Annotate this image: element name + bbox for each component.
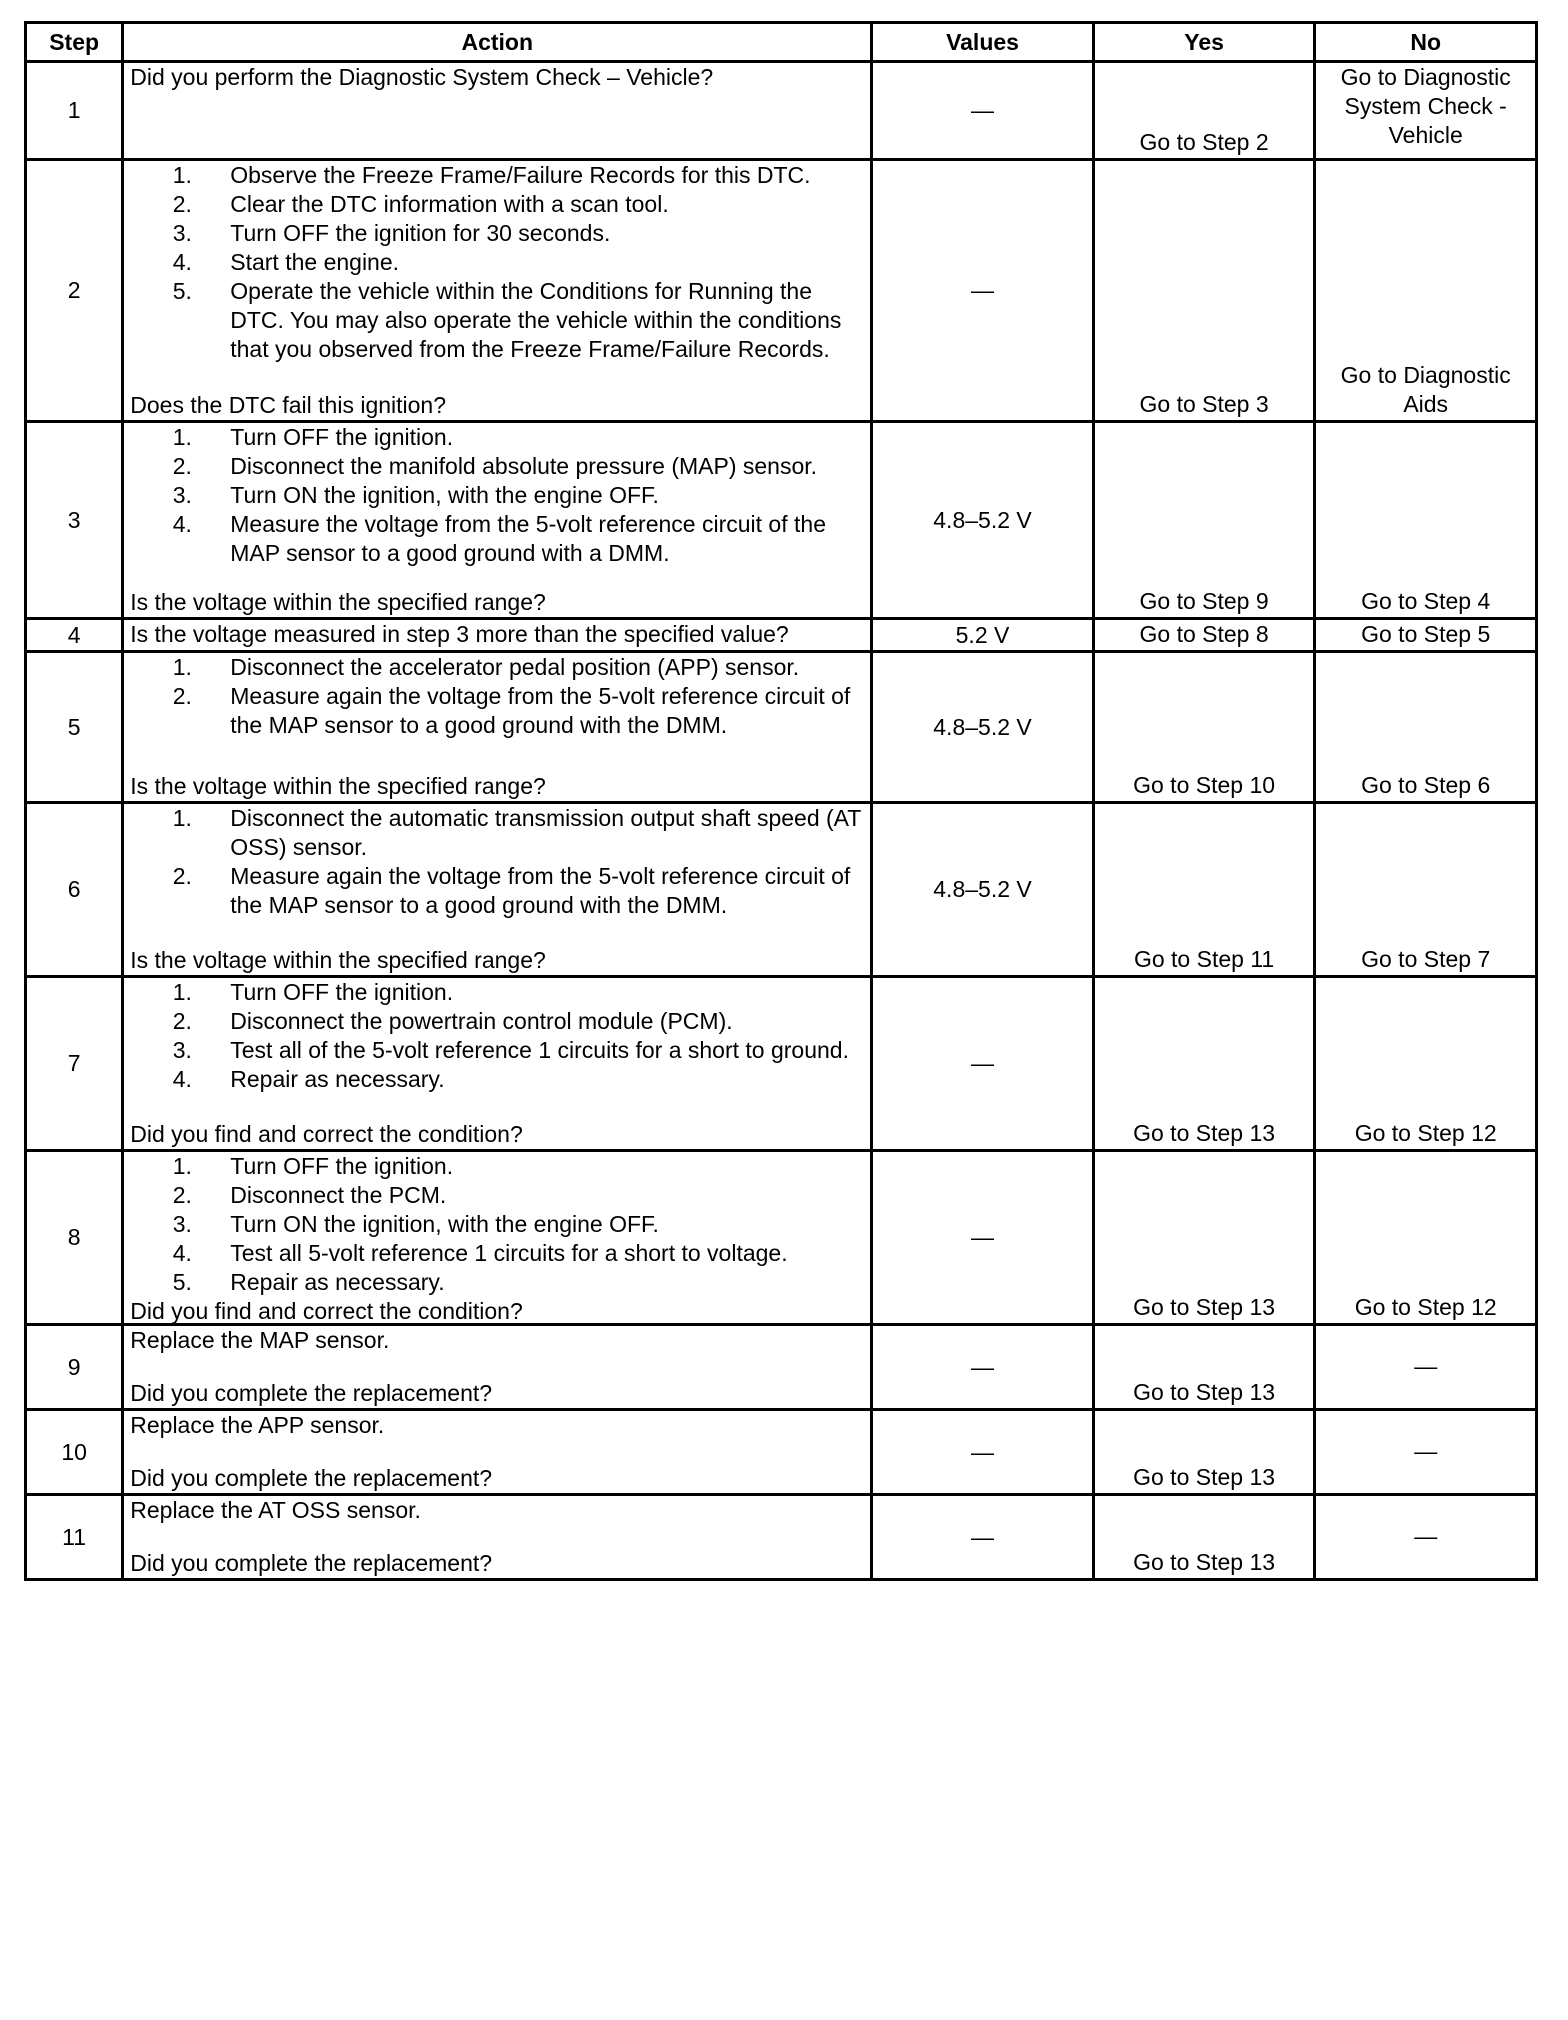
diagnostic-table — [24, 21, 1538, 1581]
action-question: Is the voltage within the specified range? — [130, 589, 546, 615]
values-cell: — — [872, 62, 1094, 160]
header-values: Values — [872, 23, 1094, 62]
action-step-item: 2. Measure again the voltage from the 5-volt reference circuit of the MAP sensor to a good ground with the DMM. — [230, 682, 862, 740]
no-cell: Go to Step 12 — [1315, 1151, 1537, 1325]
values-cell: — — [872, 160, 1094, 422]
step-number: 9 — [26, 1325, 123, 1410]
action-steps-list — [130, 804, 862, 920]
values-cell: 4.8–5.2 V — [872, 422, 1094, 619]
action-step-item: 2. Disconnect the manifold absolute pressure (MAP) sensor. — [230, 452, 862, 481]
step-number: 4 — [26, 619, 123, 652]
step-number: 11 — [26, 1495, 123, 1580]
action-question: Is the voltage within the specified range? — [130, 947, 546, 973]
action-cell — [123, 977, 872, 1151]
header-yes: Yes — [1093, 23, 1315, 62]
yes-cell: Go to Step 2 — [1093, 62, 1315, 160]
action-step-item: 1. Turn OFF the ignition. — [230, 1152, 862, 1181]
no-cell: — — [1315, 1325, 1537, 1410]
action-step-item: 1. Observe the Freeze Frame/Failure Records for this DTC. — [230, 161, 862, 190]
table-row — [26, 652, 1537, 803]
action-question: Does the DTC fail this ignition? — [130, 392, 447, 418]
action-question: Is the voltage within the specified range? — [130, 773, 546, 799]
action-step-item: 4. Start the engine. — [230, 248, 862, 277]
action-steps-list — [130, 653, 862, 740]
action-cell — [123, 62, 872, 160]
action-text: Replace the MAP sensor. — [130, 1327, 390, 1353]
yes-cell: Go to Step 13 — [1093, 1410, 1315, 1495]
table-row — [26, 1410, 1537, 1495]
values-cell: — — [872, 1325, 1094, 1410]
action-question: Did you complete the replacement? — [130, 1550, 493, 1576]
step-number: 8 — [26, 1151, 123, 1325]
values-cell: — — [872, 1151, 1094, 1325]
values-cell: — — [872, 977, 1094, 1151]
step-number: 2 — [26, 160, 123, 422]
action-step-item: 1. Disconnect the automatic transmission output shaft speed (AT OSS) sensor. — [230, 804, 862, 862]
action-step-item: 2. Disconnect the powertrain control module (PCM). — [230, 1007, 862, 1036]
step-number: 3 — [26, 422, 123, 619]
yes-cell: Go to Step 13 — [1093, 1325, 1315, 1410]
action-cell — [123, 422, 872, 619]
action-step-item: 4. Repair as necessary. — [230, 1065, 862, 1094]
yes-cell: Go to Step 10 — [1093, 652, 1315, 803]
action-question: Did you find and correct the condition? — [130, 1298, 523, 1324]
no-cell: Go to Step 5 — [1315, 619, 1537, 652]
action-question: Did you complete the replacement? — [130, 1465, 493, 1491]
action-step-item: 3. Test all of the 5-volt reference 1 circuits for a short to ground. — [230, 1036, 862, 1065]
step-number: 5 — [26, 652, 123, 803]
action-step-item: 2. Disconnect the PCM. — [230, 1181, 862, 1210]
step-number: 10 — [26, 1410, 123, 1495]
yes-cell: Go to Step 13 — [1093, 977, 1315, 1151]
yes-cell: Go to Step 11 — [1093, 803, 1315, 977]
yes-cell: Go to Step 13 — [1093, 1151, 1315, 1325]
action-step-item: 3. Turn OFF the ignition for 30 seconds. — [230, 219, 862, 248]
action-text: Replace the APP sensor. — [130, 1412, 385, 1438]
no-cell: Go to Step 6 — [1315, 652, 1537, 803]
no-cell: Go to Diagnostic Aids — [1315, 160, 1537, 422]
action-cell — [123, 1325, 872, 1410]
action-text: Replace the AT OSS sensor. — [130, 1497, 421, 1523]
no-cell: — — [1315, 1495, 1537, 1580]
step-number: 6 — [26, 803, 123, 977]
action-cell — [123, 1410, 872, 1495]
table-row — [26, 1151, 1537, 1325]
table-row — [26, 977, 1537, 1151]
action-cell — [123, 652, 872, 803]
action-cell — [123, 160, 872, 422]
table-row — [26, 62, 1537, 160]
values-cell: — — [872, 1495, 1094, 1580]
no-cell: Go to Step 7 — [1315, 803, 1537, 977]
values-cell: 4.8–5.2 V — [872, 652, 1094, 803]
table-row — [26, 422, 1537, 619]
action-step-item: 1. Turn OFF the ignition. — [230, 423, 862, 452]
header-action: Action — [123, 23, 872, 62]
action-step-item: 4. Measure the voltage from the 5-volt reference circuit of the MAP sensor to a good ground with a DMM. — [230, 510, 862, 568]
header-row — [26, 23, 1537, 62]
action-step-item: 1. Turn OFF the ignition. — [230, 978, 862, 1007]
table-row — [26, 1495, 1537, 1580]
yes-cell: Go to Step 3 — [1093, 160, 1315, 422]
yes-cell: Go to Step 9 — [1093, 422, 1315, 619]
table-row — [26, 803, 1537, 977]
action-step-item: 4. Test all 5-volt reference 1 circuits for a short to voltage. — [230, 1239, 862, 1268]
step-number: 7 — [26, 977, 123, 1151]
action-step-item: 2. Clear the DTC information with a scan tool. — [230, 190, 862, 219]
yes-cell: Go to Step 13 — [1093, 1495, 1315, 1580]
values-cell: 5.2 V — [872, 619, 1094, 652]
action-text: Is the voltage measured in step 3 more than the specified value? — [130, 621, 789, 647]
action-steps-list — [130, 978, 862, 1094]
action-cell — [123, 803, 872, 977]
action-step-item: 5. Operate the vehicle within the Conditions for Running the DTC. You may also operate the vehicle within the conditions that you observed from the Freeze Frame/Failure Records. — [230, 277, 862, 364]
action-question: Did you find and correct the condition? — [130, 1121, 523, 1147]
no-cell: — — [1315, 1410, 1537, 1495]
no-cell: Go to Step 12 — [1315, 977, 1537, 1151]
action-step-item: 5. Repair as necessary. — [230, 1268, 862, 1297]
values-cell: — — [872, 1410, 1094, 1495]
action-steps-list — [130, 1152, 862, 1297]
table-row — [26, 160, 1537, 422]
step-number: 1 — [26, 62, 123, 160]
action-steps-list — [130, 161, 862, 364]
no-cell: Go to Step 4 — [1315, 422, 1537, 619]
yes-cell: Go to Step 8 — [1093, 619, 1315, 652]
action-step-item: 3. Turn ON the ignition, with the engine OFF. — [230, 481, 862, 510]
action-step-item: 2. Measure again the voltage from the 5-volt reference circuit of the MAP sensor to a good ground with the DMM. — [230, 862, 862, 920]
action-step-item: 3. Turn ON the ignition, with the engine OFF. — [230, 1210, 862, 1239]
header-no: No — [1315, 23, 1537, 62]
action-cell — [123, 619, 872, 652]
table-row — [26, 1325, 1537, 1410]
header-step: Step — [26, 23, 123, 62]
table-row — [26, 619, 1537, 652]
diagnostic-table-container — [24, 21, 1538, 1581]
values-cell: 4.8–5.2 V — [872, 803, 1094, 977]
action-text: Did you perform the Diagnostic System Check – Vehicle? — [130, 64, 714, 90]
no-cell: Go to Diagnostic System Check - Vehicle — [1315, 62, 1537, 160]
action-question: Did you complete the replacement? — [130, 1380, 493, 1406]
action-cell — [123, 1151, 872, 1325]
action-step-item: 1. Disconnect the accelerator pedal position (APP) sensor. — [230, 653, 862, 682]
action-steps-list — [130, 423, 862, 568]
action-cell — [123, 1495, 872, 1580]
